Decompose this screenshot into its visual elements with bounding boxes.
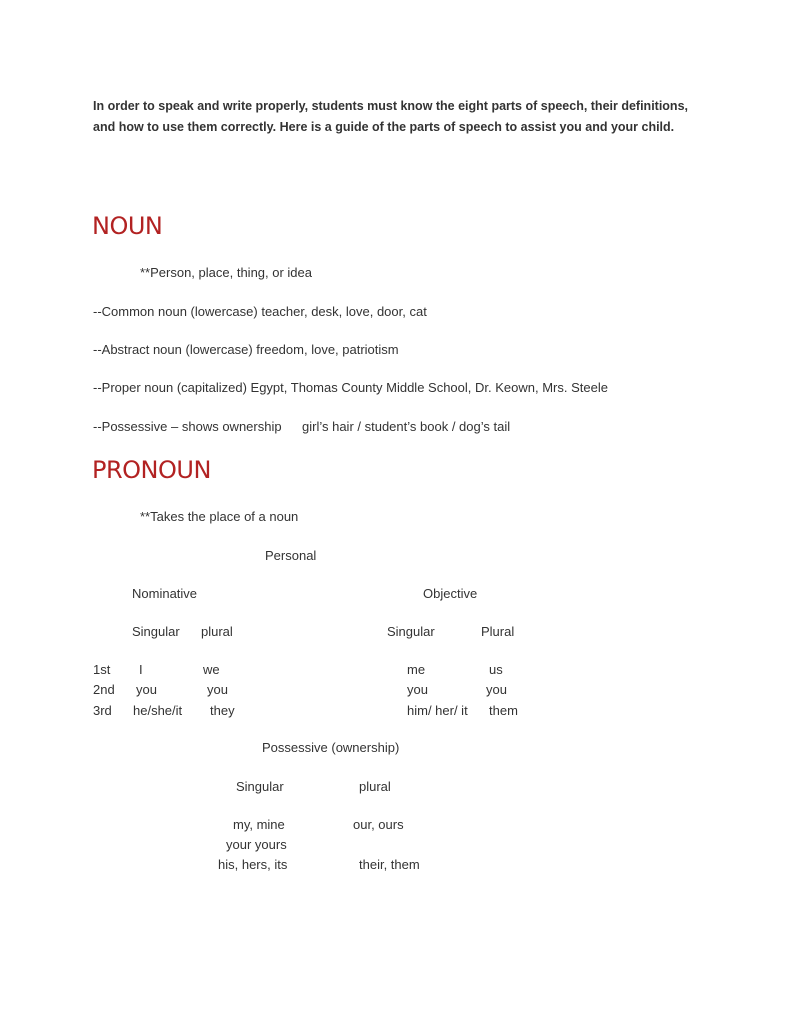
objective-singular-cell: me [407,662,426,677]
noun-heading: NOUN [92,212,163,240]
person-label: 2nd [93,682,115,697]
pronoun-definition: **Takes the place of a noun [140,509,299,524]
objective-header: Objective [423,586,478,601]
personal-title: Personal [265,548,317,563]
proper-noun-line: --Proper noun (capitalized) Egypt, Thomas County Middle School, Dr. Keown, Mrs. Steele [93,380,608,395]
person-label: 1st [93,662,111,677]
possessive-plural-cell: their, them [359,857,420,872]
pronoun-heading: PRONOUN [92,456,211,484]
possessive-title: Possessive (ownership) [262,740,400,755]
nominative-plural-header: plural [201,624,233,639]
objective-singular-cell: you [407,682,428,697]
objective-plural-cell: us [489,662,503,677]
intro-paragraph: In order to speak and write properly, students must know the eight parts of speech, their definitions, and how to use them correctly. Here is a guide of the parts of speech to assist you and your child. [93,99,688,134]
possessive-noun-examples: girl’s hair / student’s book / dog’s tail [302,419,511,434]
possessive-singular-cell: his, hers, its [218,857,288,872]
objective-singular-header: Singular [387,624,435,639]
possessive-noun-label: --Possessive – shows ownership [93,419,282,434]
objective-plural-cell: you [486,682,507,697]
nominative-singular-cell: he/she/it [133,703,183,718]
nominative-singular-header: Singular [132,624,180,639]
nominative-singular-cell: I [139,662,143,677]
abstract-noun-line: --Abstract noun (lowercase) freedom, love, patriotism [93,342,399,357]
nominative-singular-cell: you [136,682,157,697]
possessive-singular-cell: my, mine [233,817,285,832]
person-label: 3rd [93,703,112,718]
possessive-plural-header: plural [359,779,391,794]
common-noun-line: --Common noun (lowercase) teacher, desk, love, door, cat [93,304,427,319]
objective-singular-cell: him/ her/ it [407,703,468,718]
noun-definition: **Person, place, thing, or idea [140,265,312,280]
nominative-header: Nominative [132,586,198,601]
objective-plural-header: Plural [481,624,515,639]
possessive-singular-cell: your yours [226,837,287,852]
nominative-plural-cell: they [210,703,235,718]
objective-plural-cell: them [489,703,518,718]
possessive-plural-cell: our, ours [353,817,404,832]
possessive-singular-header: Singular [236,779,284,794]
nominative-plural-cell: you [207,682,228,697]
nominative-plural-cell: we [203,662,220,677]
